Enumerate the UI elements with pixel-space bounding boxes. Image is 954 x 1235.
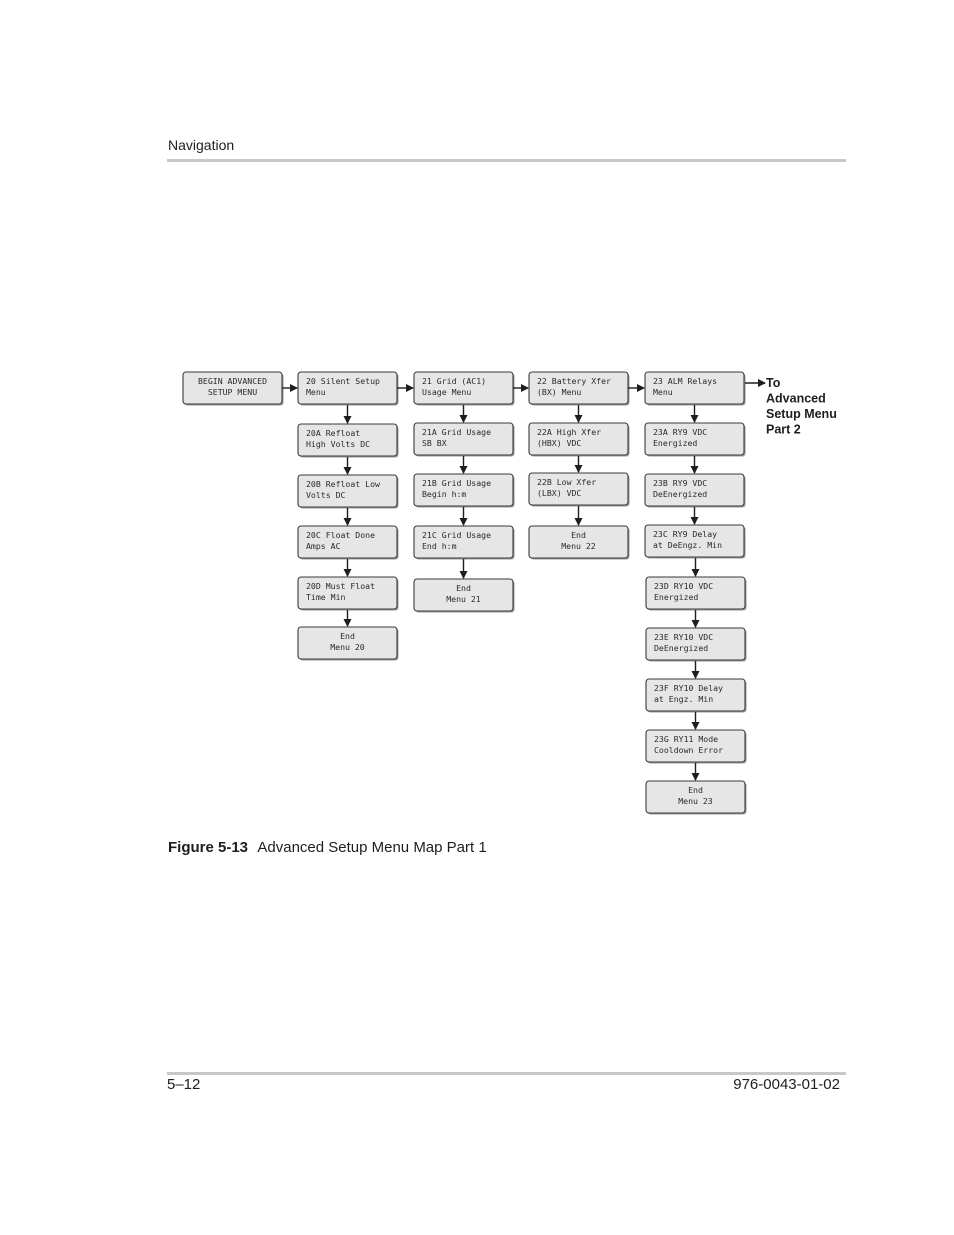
menu-box-21-header-line-1: 21 Grid (AC1) [422,376,487,386]
menu-box-23-2-line-1: 23B RY9 VDC [653,478,708,488]
menu-box-22-1-line-1: 22A High Xfer [537,427,602,437]
menu-box-20-end [298,627,399,661]
menu-box-23-3 [645,525,746,559]
menu-box-22-1-line-2: (HBX) VDC [537,438,582,448]
menu-box-23-end [646,781,747,815]
menu-box-21-2-line-2: Begin h:m [422,489,467,499]
menu-box-23-end-line-1: End [688,785,703,795]
menu-box-22-end-line-1: End [571,530,586,540]
menu-box-23-3-line-1: 23C RY9 Delay [653,529,718,539]
menu-box-22-header-line-1: 22 Battery Xfer [537,376,611,386]
menu-box-21-1-line-1: 21A Grid Usage [422,427,492,437]
page-number: 5–12 [167,1076,201,1093]
running-header: Navigation [168,137,235,153]
menu-box-22-1 [529,423,630,457]
menu-box-22-header [529,372,630,406]
menu-box-21-3-line-2: End h:m [422,541,457,551]
menu-box-20-4 [298,577,399,611]
menu-box-23-1 [645,423,746,457]
menu-box-20-2 [298,475,399,509]
menu-box-20-2-line-1: 20B Refloat Low [306,479,380,489]
menu-box-22-end [529,526,630,560]
menu-box-23-6-line-1: 23F RY10 Delay [654,683,724,693]
menu-box-21-2-line-1: 21B Grid Usage [422,478,492,488]
menu-box-23-5-line-1: 23E RY10 VDC [654,632,714,642]
menu-box-23-end-line-2: Menu 23 [678,796,713,806]
menu-box-23-2-line-2: DeEnergized [653,489,708,499]
menu-box-23-1-line-1: 23A RY9 VDC [653,427,708,437]
menu-box-21-2 [414,474,515,508]
menu-box-20-4-line-1: 20D Must Float [306,581,376,591]
menu-box-20-3 [298,526,399,560]
menu-box-21-1-line-2: SB BX [422,438,447,448]
menu-box-23-6 [646,679,747,713]
begin-advanced-setup-box-line-2: SETUP MENU [207,387,258,397]
figure-caption [168,839,487,856]
menu-box-22-2-line-1: 22B Low Xfer [537,477,597,487]
menu-box-22-2 [529,473,630,507]
menu-box-20-2-line-2: Volts DC [306,490,346,500]
continuation-label-3: Setup Menu [766,407,837,421]
menu-box-22-2-line-2: (LBX) VDC [537,488,582,498]
begin-advanced-setup-box-line-1: BEGIN ADVANCED [197,376,268,386]
menu-box-20-header [298,372,399,406]
menu-box-23-5-line-2: DeEnergized [654,643,709,653]
menu-box-23-3-line-2: at DeEngz. Min [653,540,723,550]
menu-box-20-4-line-2: Time Min [306,592,346,602]
document-number: 976-0043-01-02 [733,1076,840,1093]
menu-box-23-4-line-1: 23D RY10 VDC [654,581,714,591]
menu-box-23-6-line-2: at Engz. Min [654,694,714,704]
menu-box-20-end-line-2: Menu 20 [330,642,365,652]
menu-box-20-header-line-1: 20 Silent Setup [306,376,380,386]
menu-box-20-header-line-2: Menu [306,387,326,397]
menu-box-20-end-line-1: End [340,631,355,641]
menu-box-23-header-line-1: 23 ALM Relays [653,376,718,386]
menu-box-22-end-line-2: Menu 22 [561,541,596,551]
menu-box-21-end-line-2: Menu 21 [446,594,481,604]
menu-box-23-header [645,372,746,406]
menu-box-23-header-line-2: Menu [653,387,673,397]
menu-box-22-header-line-2: (BX) Menu [537,387,582,397]
figure-title: Advanced Setup Menu Map Part 1 [257,839,487,856]
menu-box-21-header-line-2: Usage Menu [422,387,472,397]
menu-box-21-3 [414,526,515,560]
menu-box-23-2 [645,474,746,508]
begin-advanced-setup-box [183,372,284,406]
menu-box-20-1-line-1: 20A Refloat [306,428,361,438]
continuation-label-4: Part 2 [766,422,801,437]
figure-number: Figure 5-13 [168,839,249,856]
menu-box-21-end-line-1: End [456,583,471,593]
menu-box-23-7-line-1: 23G RY11 Mode [654,734,719,744]
menu-box-23-7 [646,730,747,764]
menu-box-23-5 [646,628,747,662]
menu-box-20-1 [298,424,399,458]
menu-box-20-3-line-2: Amps AC [306,541,341,551]
menu-box-21-1 [414,423,515,457]
menu-box-23-4 [646,577,747,611]
continuation-label-2: Advanced [766,391,826,406]
menu-box-20-1-line-2: High Volts DC [306,439,371,449]
menu-box-23-4-line-2: Energized [654,592,699,602]
menu-box-23-1-line-2: Energized [653,438,698,448]
menu-box-20-3-line-1: 20C Float Done [306,530,376,540]
footer-rule [167,1072,846,1075]
menu-box-21-3-line-1: 21C Grid Usage [422,530,492,540]
menu-box-23-7-line-2: Cooldown Error [654,745,724,755]
menu-box-21-header [414,372,515,406]
continuation-label-1: To [766,376,781,390]
menu-box-21-end [414,579,515,613]
